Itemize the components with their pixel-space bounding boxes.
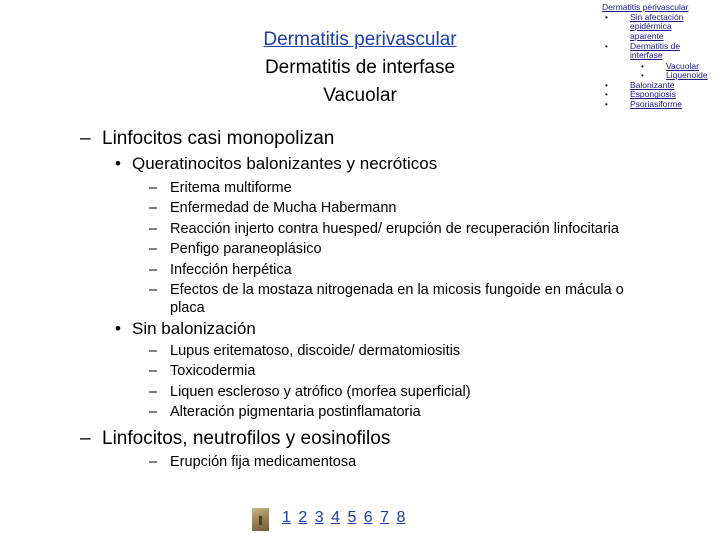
nav-subitem-vacuolar[interactable]: Vacuolar [666,60,699,71]
outline-sub-queratinocitos: • Queratinocitos balonizantes y necróticos [115,154,438,173]
list-item: – Erupción fija medicamentosa [149,454,357,470]
nav-item-psoriasiforme[interactable]: Psoriasiforme [630,98,682,109]
slide-title [236,26,484,110]
title-link-perivascular[interactable]: Dermatitis perivascular [263,29,457,50]
list-item: – Penfigo paraneoplásico [149,241,322,257]
list-item-continuation: placa [170,300,205,316]
list-item: – Alteración pigmentaria postinflamatoria [149,404,421,420]
nav-item-sin-afectacion[interactable]: Sin afectación epidérmica aparente [630,11,684,41]
nav-bullet: • [641,61,644,71]
page-link-2[interactable]: 2 [298,509,308,526]
outline-sub-sin-balonizacion: • Sin balonización [115,319,256,338]
nav-bullet: • [605,90,608,100]
navigation-tree [602,3,718,110]
nav-bullet: • [605,41,608,51]
nav-item-espongiosis[interactable]: Espongiosis [630,89,676,100]
nav-root-link[interactable]: Dermatitis perivascular [602,2,689,12]
nav-item-interfase[interactable]: Dermatitis de interfase [630,40,681,61]
thumbnail-image[interactable] [252,508,269,531]
list-item: – Eritema multiforme [149,180,292,196]
page-links [282,509,408,527]
page-link-3[interactable]: 3 [314,509,324,526]
nav-bullet: • [605,99,608,109]
outline-heading-linfocitos: – Linfocitos casi monopolizan [80,128,335,149]
nav-bullet: • [605,12,608,22]
list-item: – Enfermedad de Mucha Habermann [149,200,397,216]
list-item: – Efectos de la mostaza nitrogenada en la micosis fungoide en mácula o placa [149,282,624,316]
page-link-8[interactable]: 8 [396,509,406,526]
nav-item-balonizante[interactable]: Balonizante [630,79,675,90]
list-item: – Infección herpética [149,262,292,278]
list-item: – Lupus eritematoso, discoide/ dermatomiositis [149,343,461,359]
title-line-interfase: Dermatitis de interfase [264,57,456,78]
nav-bullet: • [641,71,644,81]
page-link-6[interactable]: 6 [363,509,373,526]
list-item: – Reacción injerto contra huesped/ erupción de recuperación linfocitaria [149,221,619,237]
outline-heading-neutrofilos: – Linfocitos, neutrofilos y eosinofilos [80,428,391,449]
page-link-7[interactable]: 7 [380,509,390,526]
page-link-5[interactable]: 5 [347,509,357,526]
nav-subitem-liquenoide[interactable]: Liquenoide [666,70,708,81]
page-link-1[interactable]: 1 [282,509,291,526]
nav-bullet: • [605,80,608,90]
title-line-vacuolar: Vacuolar [323,85,397,106]
page-link-4[interactable]: 4 [331,509,340,526]
list-item: – Toxicodermia [149,363,256,379]
list-item: – Liquen escleroso y atrófico (morfea superficial) [149,384,471,400]
